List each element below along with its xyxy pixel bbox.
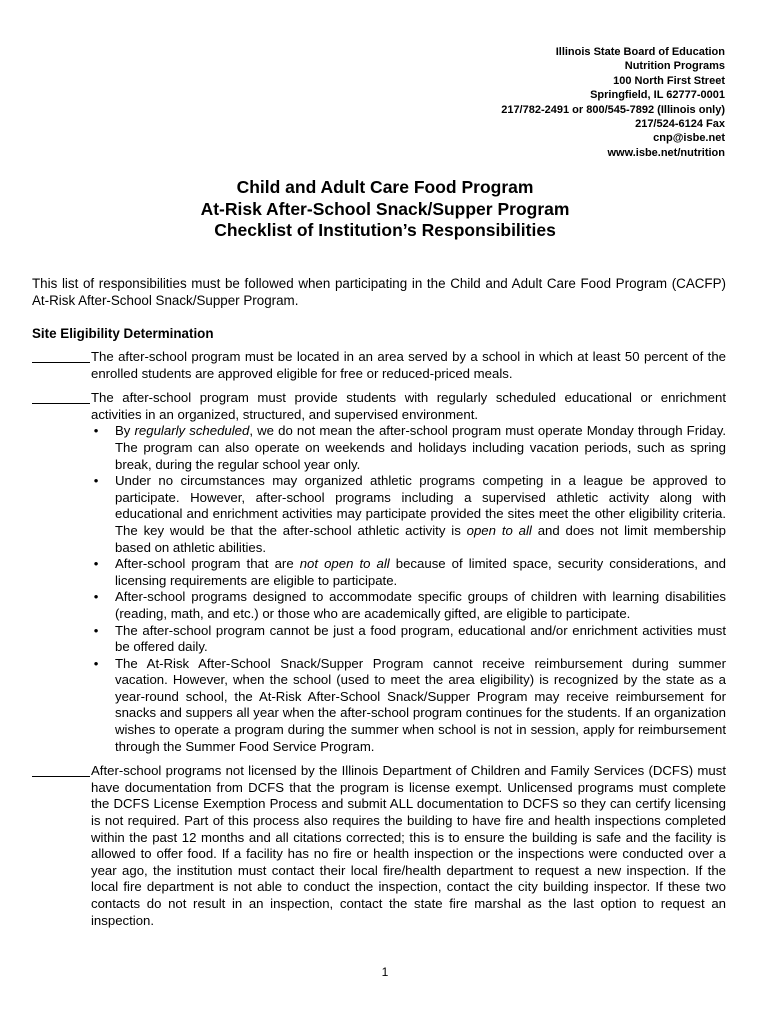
bullet-text: The At-Risk After-School Snack/Supper Program cannot receive reimbursement during summer vacation. However, when the school (used to meet the area eligibility) is recognized by the state as a year-round school, the At-Risk After-School Snack/Supper Program may receive reimbursement for snacks and suppers all year when the after-school program continues for the students. If an organization wishes to operate a program during the summer when school is not in session, apply for reimbursement through the Summer Food Service Program. [115,655,726,754]
address-line-email: cnp@isbe.net [653,132,725,145]
checklist-item [32,390,726,755]
bullet-list [91,423,726,755]
bullet-item [91,656,726,756]
title-line-subprogram: At-Risk After-School Snack/Supper Program [200,198,570,219]
checklist-item-text: The after-school program must be located in an area served by a school in which at least 50 percent of the enrolled students are approved eligible for free or reduced-priced meals. [91,349,726,381]
agency-address-block [501,45,725,160]
bullet-text-emphasis: regularly scheduled [134,423,250,439]
bullet-icon: • [93,473,99,489]
bullet-text-emphasis: open to all [466,522,532,538]
checklist-item [32,763,726,929]
section-heading: Site Eligibility Determination [32,326,214,341]
checklist-item [32,349,726,382]
bullet-text-pre: By [115,423,135,439]
bullet-text-post: and does not limit membership based on athletic abilities. [115,522,726,555]
bullet-item [91,473,726,556]
bullet-text-emphasis: not open to all [299,556,390,572]
bullet-icon: • [93,556,99,572]
title-line-checklist: Checklist of Institution’s Responsibilities [214,220,556,240]
checklist-item-text: After-school programs not licensed by the Illinois Department of Children and Family Services (DCFS) must have documentation from DCFS that the program is license exempt. Unlicensed programs must complete the DCFS License Exemption Process and submit ALL documentation to DCFS so they can certify licensing is not required. Part of this process also requires the building to have fire and health inspections completed within the past 12 months and all citations corrected; this is to ensure the building is safe and the facility is allowed to offer food. If a facility has no fire or health inspection or the inspections were conducted over a year ago, the institution must contact their local fire/health department to request a new inspection. If the local fire department is not able to conduct the inspection, contact the city building inspector. If these two contacts do not result in an inspection, contact the state fire marshal as the last option to request an inspection. [91,763,726,928]
bullet-text-post: , we do not mean the after-school program must operate Monday through Friday. The program can also operate on weekends and holidays including vacation periods, such as spring break, during the regular school year only. [115,423,726,472]
checklist-item-text: The after-school program must provide students with regularly scheduled educational or enrichment activities in an organized, structured, and supervised environment. [91,390,726,422]
address-line-division: Nutrition Programs [624,60,725,73]
bullet-item [91,556,726,589]
address-line-website: www.isbe.net/nutrition [607,146,725,159]
bullet-text-pre: After-school program that are [115,556,300,572]
address-line-fax: 217/524-6124 Fax [635,118,725,131]
checkoff-blank [32,349,90,363]
bullet-item [91,423,726,473]
address-line-agency: Illinois State Board of Education [555,46,725,58]
title-line-program: Child and Adult Care Food Program [236,177,534,197]
bullet-text: After-school programs designed to accommodate specific groups of children with learning disabilities (reading, math, and etc.) or those who are academically gifted, are eligible to participate. [115,589,726,621]
intro-paragraph: This list of responsibilities must be followed when participating in the Child and Adult Care Food Program (CACFP) At-Risk After-School Snack/Supper Program. [32,276,726,308]
address-line-city: Springfield, IL 62777-0001 [590,89,725,102]
bullet-icon: • [93,622,99,638]
document-title [0,177,770,242]
bullet-icon: • [93,655,99,671]
bullet-item [91,589,726,622]
address-line-phone: 217/782-2491 or 800/545-7892 (Illinois only) [501,103,725,116]
bullet-icon: • [93,589,99,605]
bullet-item [91,623,726,656]
checkoff-blank [32,390,90,404]
checkoff-blank [32,763,90,777]
bullet-text-pre: Under no circumstances may organized athletic programs competing in a league be approved to participate. However, after-school programs including a supervised athletic activity along with educational and enrichment activities may participate provided the sites meet the other eligibility criteria. The key would be that the after-school athletic activity is [115,473,726,538]
bullet-text-post: because of limited space, security considerations, and licensing requirements are eligible to participate. [115,556,726,588]
page-number: 1 [381,965,389,979]
address-line-street: 100 North First Street [613,74,725,87]
bullet-text: The after-school program cannot be just a food program, educational and/or enrichment activities must be offered daily. [115,622,726,655]
bullet-icon: • [93,423,99,439]
checklist-body [32,349,726,929]
